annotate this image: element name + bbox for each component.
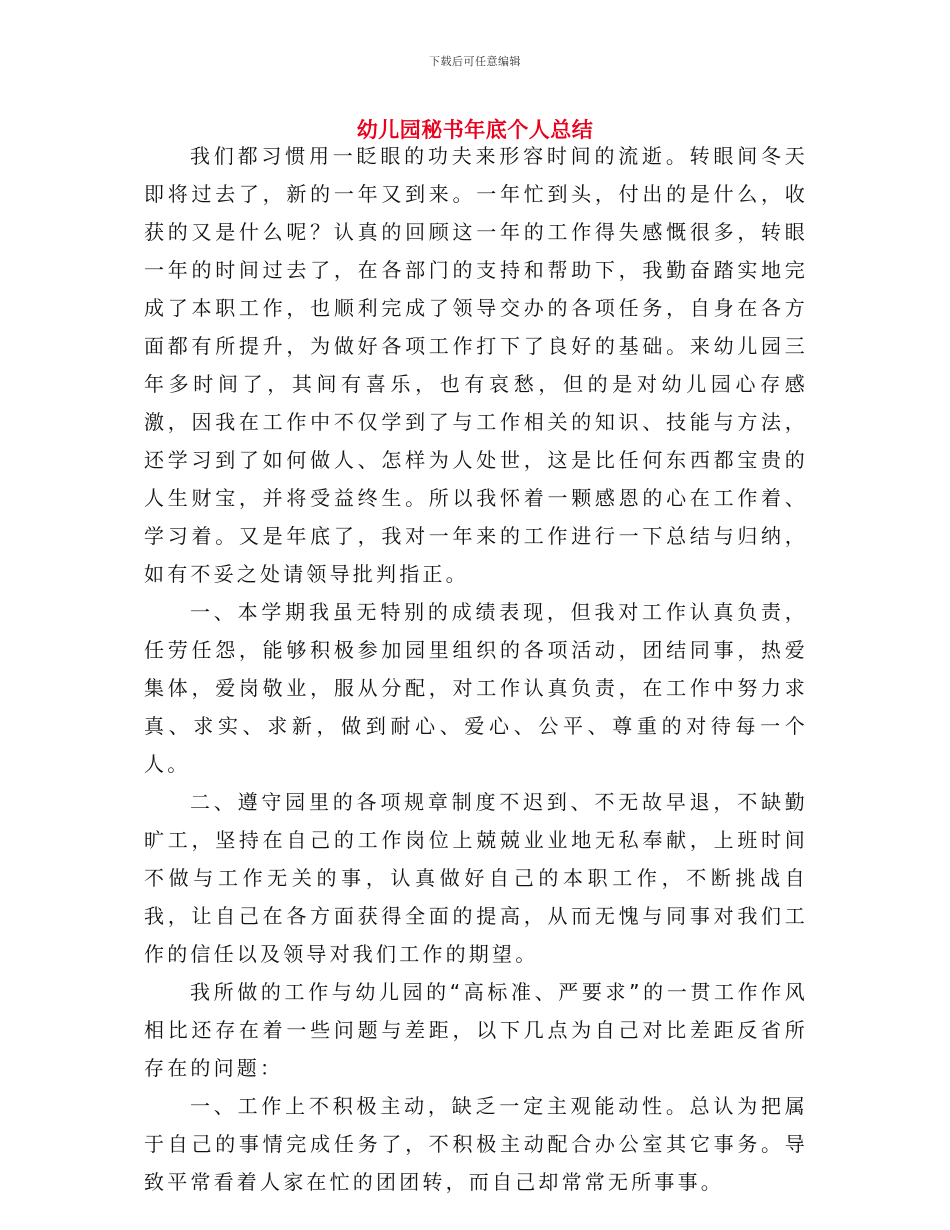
document-title: 幼儿园秘书年底个人总结 bbox=[356, 118, 594, 142]
paragraph-point-two: 二、遵守园里的各项规章制度不迟到、不无故早退，不缺勤旷工，坚持在自己的工作岗位上兢兢业业地无私奉献，上班时间不做与工作无关的事，认真做好自己的本职工作，不断挑战自我，让自己在各方面获得全面的提高，从而无愧与同事对我们工作的信任以及领导对我们工作的期望。 bbox=[144, 790, 808, 966]
paragraph-problem-one: 一、工作上不积极主动，缺乏一定主观能动性。总认为把属于自己的事情完成任务了，不积极主动配合办公室其它事务。导致平常看着人家在忙的团团转，而自己却常常无所事事。 bbox=[144, 1094, 808, 1194]
paragraph-problems-intro: 我所做的工作与幼儿园的“高标准、严要求”的一贯工作作风相比还存在着一些问题与差距，以下几点为自己对比差距反省所存在的问题： bbox=[144, 980, 808, 1080]
document-body bbox=[144, 137, 808, 1201]
paragraph-intro: 我们都习惯用一眨眼的功夫来形容时间的流逝。转眼间冬天即将过去了，新的一年又到来。一年忙到头，付出的是什么，收获的又是什么呢？认真的回顾这一年的工作得失感慨很多，转眼一年的时间过去了，在各部门的支持和帮助下，我勤奋踏实地完成了本职工作，也顺利完成了领导交办的各项任务，自身在各方面都有所提升，为做好各项工作打下了良好的基础。来幼儿园三年多时间了，其间有喜乐，也有哀愁，但的是对幼儿园心存感激，因我在工作中不仅学到了与工作相关的知识、技能与方法，还学习到了如何做人、怎样为人处世，这是比任何东西都宝贵的人生财宝，并将受益终生。所以我怀着一颗感恩的心在工作着、学习着。又是年底了，我对一年来的工作进行一下总结与归纳，如有不妥之处请领导批判指正。 bbox=[144, 144, 808, 586]
header-note: 下载后可任意编辑 bbox=[429, 55, 521, 68]
paragraph-point-one: 一、本学期我虽无特别的成绩表现，但我对工作认真负责，任劳任怨，能够积极参加园里组织的各项活动，团结同事，热爱集体，爱岗敬业，服从分配，对工作认真负责，在工作中努力求真、求实、求新，做到耐心、爱心、公平、尊重的对待每一个人。 bbox=[144, 600, 808, 776]
